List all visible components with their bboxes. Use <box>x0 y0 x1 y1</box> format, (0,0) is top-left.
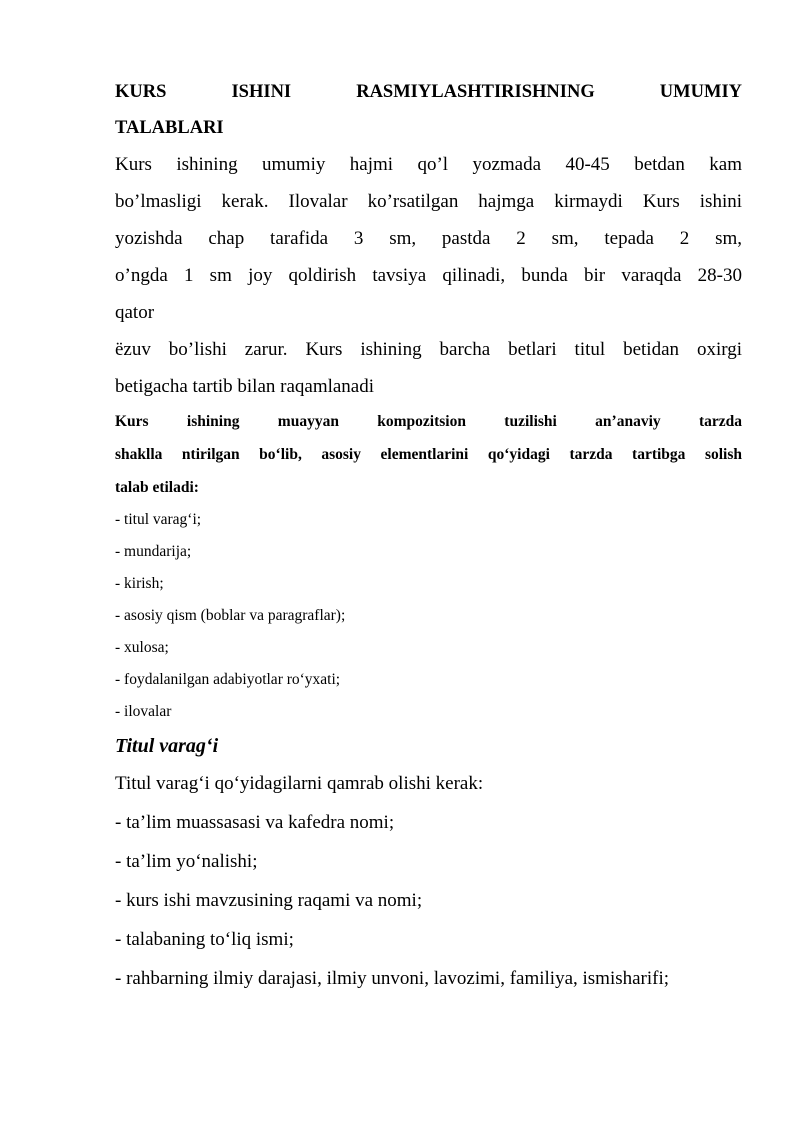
structure-intro <box>115 405 742 504</box>
list-item: - asosiy qism (boblar va paragraflar); <box>115 607 346 624</box>
structure-list <box>115 504 742 728</box>
document-page <box>115 74 742 998</box>
paragraph-line: betigacha tartib bilan raqamlanadi <box>115 376 375 397</box>
list-item: - talabaning to‘liq ismi; <box>115 929 294 950</box>
list-item: - ilovalar <box>115 703 172 720</box>
heading-line-1: KURS ISHINI RASMIYLASHTIRISHNING UMUMIY <box>115 82 742 102</box>
list-item: - foydalanilgan adabiyotlar ro‘yxati; <box>115 671 341 688</box>
list-item: - mundarija; <box>115 543 192 560</box>
structure-intro-line: Kurs ishining muayyan kompozitsion tuzilishi an’anaviy tarzda <box>115 413 742 430</box>
list-item: - kirish; <box>115 575 164 592</box>
structure-intro-line: shaklla ntirilgan bo‘lib, asosiy elementlarini qo‘yidagi tarzda tartibga solish <box>115 446 742 463</box>
title-page-list <box>115 803 742 998</box>
list-item: - titul varag‘i; <box>115 511 202 528</box>
paragraph-line: ëzuv bo’lishi zarur. Kurs ishining barcha betlari titul betidan oxirgi <box>115 339 742 360</box>
paragraph-line: bo’lmasligi kerak. Ilovalar ko’rsatilgan hajmga kirmaydi Kurs ishini <box>115 191 742 212</box>
paragraph-line: qator <box>115 302 155 323</box>
heading-line-2: TALABLARI <box>115 118 224 138</box>
paragraph-line: yozishda chap tarafida 3 sm, pastda 2 sm, tepada 2 sm, <box>115 228 742 249</box>
structure-intro-line: talab etiladi: <box>115 479 199 496</box>
list-item: - ta’lim muassasasi va kafedra nomi; <box>115 812 395 833</box>
list-item: - xulosa; <box>115 639 169 656</box>
title-page-intro: Titul varag‘i qo‘yidagilarni qamrab olishi kerak: <box>115 773 484 794</box>
paragraph-line: Kurs ishining umumiy hajmi qo’l yozmada 40-45 betdan kam <box>115 154 742 175</box>
list-item: - rahbarning ilmiy darajasi, ilmiy unvoni, lavozimi, familiya, ismisharifi; <box>115 968 670 989</box>
paragraph-line: o’ngda 1 sm joy qoldirish tavsiya qilinadi, bunda bir varaqda 28-30 <box>115 265 742 286</box>
list-item: - ta’lim yo‘nalishi; <box>115 851 258 872</box>
section-heading <box>115 74 742 146</box>
paragraph-general-requirements <box>115 146 742 405</box>
list-item: - kurs ishi mavzusining raqami va nomi; <box>115 890 423 911</box>
subheading-title-page: Titul varag‘i <box>115 735 219 757</box>
